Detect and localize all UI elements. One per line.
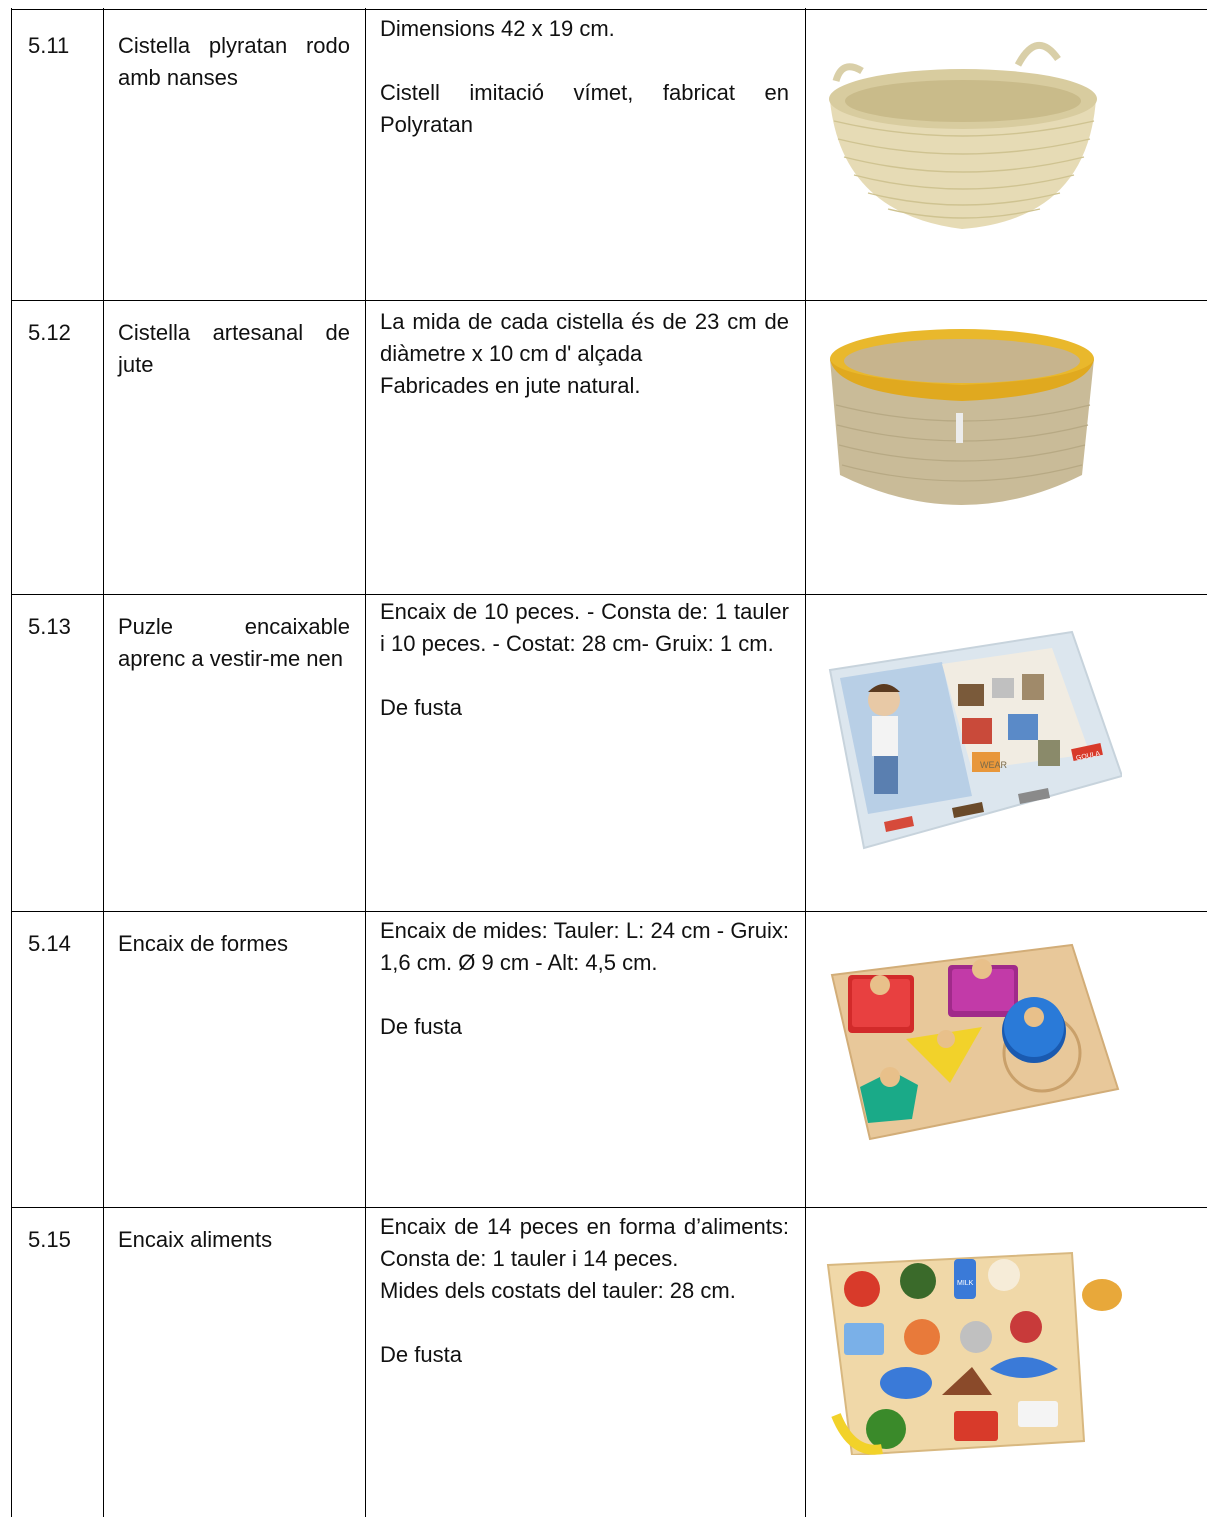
item-name: Encaix aliments bbox=[118, 1227, 273, 1252]
description-line: Encaix de 10 peces. - Consta de: 1 tauler i 10 peces. - Costat: 28 cm- Gruix: 1 cm. bbox=[380, 599, 789, 656]
shirt-label: WEAR bbox=[980, 760, 1007, 770]
wicker-basket-icon bbox=[822, 29, 1122, 239]
table-row bbox=[0, 300, 1207, 594]
item-number: 5.15 bbox=[28, 1227, 71, 1252]
description-line: Fabricades en jute natural. bbox=[380, 373, 641, 398]
food-puzzle-icon bbox=[822, 1245, 1122, 1455]
item-description bbox=[380, 915, 789, 1043]
description-line: Encaix de 14 peces en forma d’aliments: bbox=[380, 1214, 789, 1239]
item-description bbox=[380, 306, 789, 402]
description-line: De fusta bbox=[380, 695, 462, 720]
description-line: Encaix de mides: Tauler: L: 24 cm - Gruix: 1,6 cm. Ø 9 cm - Alt: 4,5 cm. bbox=[380, 918, 789, 975]
table-row bbox=[0, 1207, 1207, 1517]
item-name: Cistella plyratan rodo amb nanses bbox=[118, 33, 350, 90]
item-number: 5.12 bbox=[28, 320, 71, 345]
item-name: Encaix de formes bbox=[118, 931, 288, 956]
item-description bbox=[380, 596, 789, 724]
item-name: Cistella artesanal de jute bbox=[118, 320, 350, 377]
description-line: Dimensions 42 x 19 cm. bbox=[380, 16, 615, 41]
item-description bbox=[380, 1211, 789, 1371]
brand-label: GOULA bbox=[1075, 750, 1101, 763]
table-row bbox=[0, 911, 1207, 1207]
description-line: La mida de cada cistella és de 23 cm de diàmetre x 10 cm d' alçada bbox=[380, 309, 789, 366]
description-line: Consta de: 1 tauler i 14 peces. bbox=[380, 1246, 679, 1271]
item-number: 5.13 bbox=[28, 614, 71, 639]
item-description bbox=[380, 13, 789, 141]
table-row bbox=[0, 594, 1207, 911]
shape-puzzle-icon bbox=[822, 935, 1122, 1145]
description-line: Cistell imitació vímet, fabricat en Polyratan bbox=[380, 80, 789, 137]
milk-label: MILK bbox=[957, 1280, 974, 1287]
description-line: De fusta bbox=[380, 1014, 462, 1039]
description-line: Mides dels costats del tauler: 28 cm. bbox=[380, 1278, 736, 1303]
description-line: De fusta bbox=[380, 1342, 462, 1367]
dress-up-puzzle-icon bbox=[822, 628, 1122, 852]
item-number: 5.11 bbox=[28, 33, 70, 58]
jute-basket-icon bbox=[822, 325, 1122, 525]
item-name: Puzle encaixable aprenc a vestir-me nen bbox=[118, 614, 350, 671]
table-row bbox=[0, 9, 1207, 300]
item-number: 5.14 bbox=[28, 931, 71, 956]
